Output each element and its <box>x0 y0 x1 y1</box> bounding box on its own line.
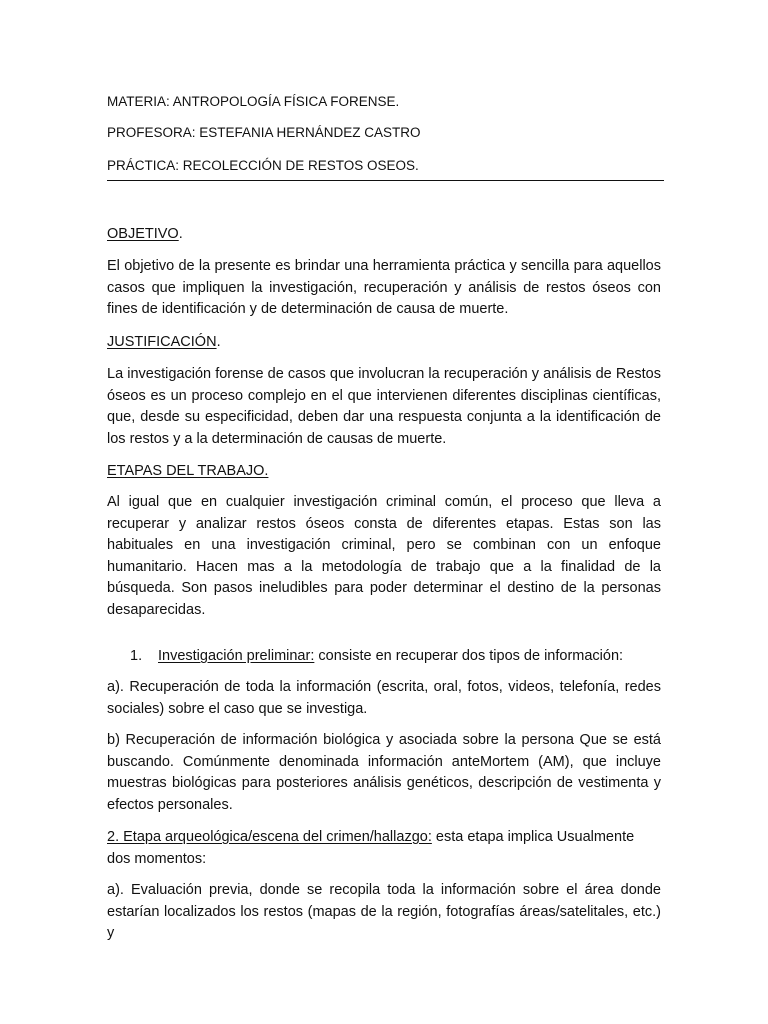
header-materia: MATERIA: ANTROPOLOGÍA FÍSICA FORENSE. <box>107 94 400 109</box>
item-2-a: a). Evaluación previa, donde se recopila toda la información sobre el área donde estarían localizados los restos (mapas de la región, fotografías áreas/satelitales, etc.) y <box>107 882 661 941</box>
etapas-title: ETAPAS DEL TRABAJO. <box>107 463 269 479</box>
objetivo-title: OBJETIVO <box>107 226 179 242</box>
justificacion-title: JUSTIFICACIÓN <box>107 334 217 350</box>
item-1-a: a). Recuperación de toda la información (escrita, oral, fotos, videos, telefonía, redes sociales) sobre el caso que se investiga. <box>107 679 661 717</box>
justificacion-title-suffix: . <box>216 334 221 350</box>
item-2-text: esta etapa implica Usualmente dos momentos: <box>107 829 635 867</box>
etapas-heading <box>107 462 268 480</box>
item-1-b: b) Recuperación de información biológica y asociada sobre la persona Que se está buscando. Comúnmente denominada información anteMortem (AM), que incluye muestras biológicas para posteriores análisis genéticos, descripción de vestimenta y efectos personales. <box>107 732 661 813</box>
header-profesora: PROFESORA: ESTEFANIA HERNÁNDEZ CASTRO <box>107 125 421 140</box>
justificacion-heading <box>107 333 221 351</box>
header-practica: PRÁCTICA: RECOLECCIÓN DE RESTOS OSEOS. <box>107 158 419 173</box>
item-2-heading <box>107 827 661 870</box>
justificacion-body: La investigación forense de casos que involucran la recuperación y análisis de Restos óseos es un proceso complejo en el que intervienen diferentes disciplinas científicas, que, desde su especificidad, deben dar una respuesta conjunta a la identificación de los restos y a la determinación de causas de muerte. <box>107 366 661 447</box>
item-1-title: Investigación preliminar: <box>158 648 315 664</box>
item-1-text: consiste en recuperar dos tipos de información: <box>314 648 624 664</box>
item-1-number: 1. <box>130 648 143 664</box>
item-2-title: 2. Etapa arqueológica/escena del crimen/hallazgo: <box>107 829 432 845</box>
objetivo-body: El objetivo de la presente es brindar una herramienta práctica y sencilla para aquellos casos que impliquen la investigación, recuperación y análisis de restos óseos con fines de identificación y de determinación de causa de muerte. <box>107 258 661 317</box>
objetivo-title-suffix: . <box>178 226 183 242</box>
etapas-body: Al igual que en cualquier investigación criminal común, el proceso que lleva a recuperar y analizar restos óseos consta de diferentes etapas. Estas son las habituales en una investigación criminal, pero se combinan con un enfoque humanitario. Hacen mas a la metodología de trabajo que a la finalidad de la búsqueda. Son pasos ineludibles para poder determinar el destino de la personas desaparecidas. <box>107 494 661 618</box>
item-1-heading <box>130 647 623 665</box>
objetivo-heading <box>107 225 183 243</box>
header-divider <box>107 180 664 181</box>
